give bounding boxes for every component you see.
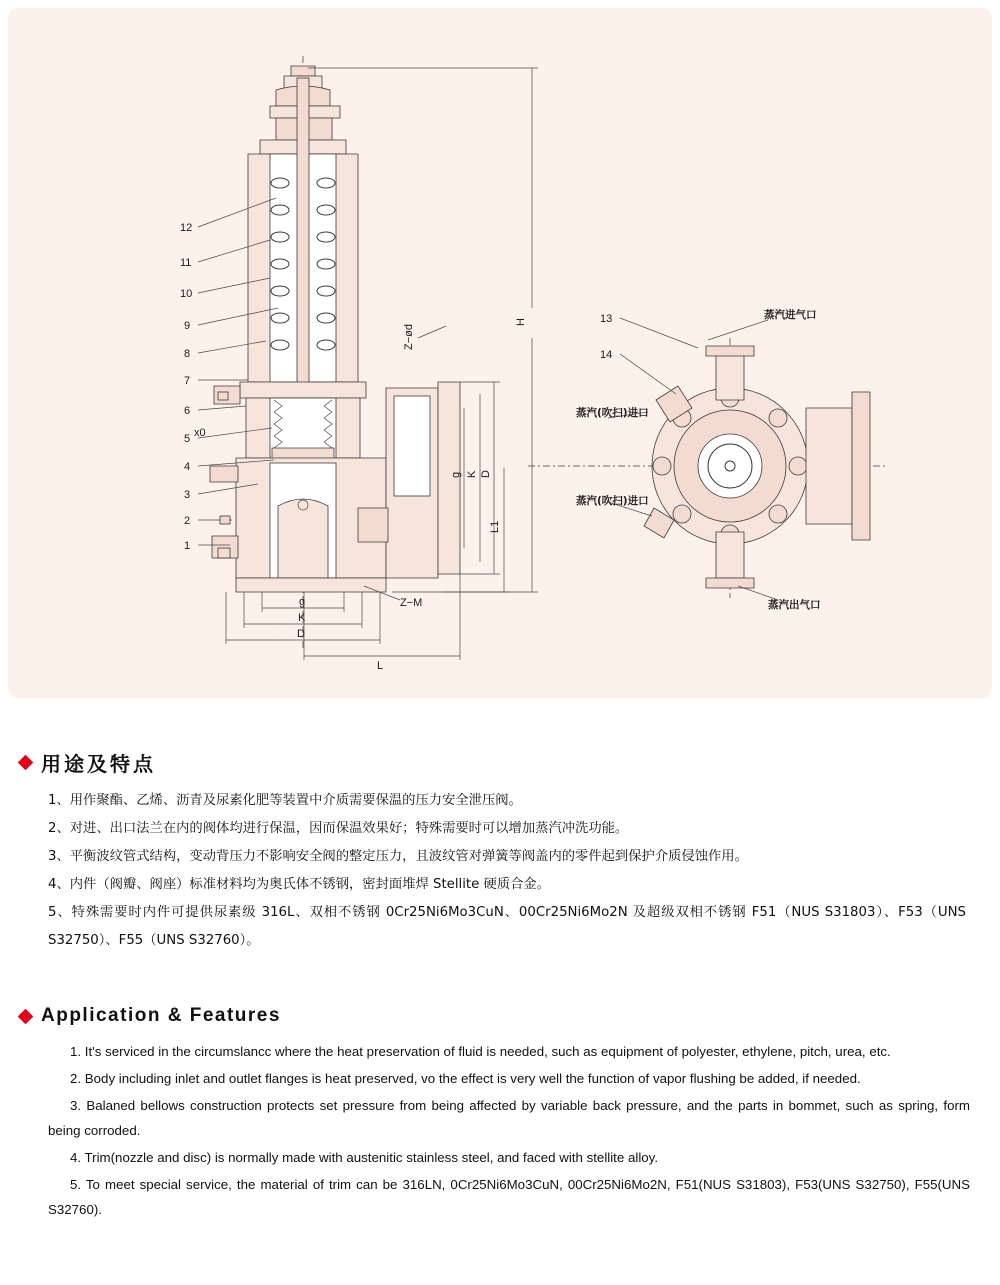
callout-1: 1 [184,540,191,552]
callout-9: 9 [184,320,191,332]
dim-L: L [377,660,384,672]
technical-drawing-panel [8,8,992,698]
diamond-bullet-icon-en [18,1008,34,1024]
bonnet-bottom-flange [240,382,366,398]
section-application-features-en [0,1005,1000,1224]
en-item-4: 4. Trim(nozzle and disc) is normally made with austenitic stainless steel, and faced with stellite alloy. [70,1150,659,1165]
label-steam-inlet: 蒸汽进气口 [764,309,817,321]
bottom-nozzle-flange [706,578,754,588]
callout-3: 3 [184,489,191,501]
dim-g-bottom: g [299,596,306,608]
dim-Z-M: Z−M [400,597,423,609]
dim-L1: L1 [489,520,501,533]
section-header-en [0,1005,1000,1027]
en-item-2: 2. Body including inlet and outlet flanges is heat preserved, vo the effect is very well the function of vapor flushing be added, if needed. [70,1071,861,1086]
right-neck [806,408,852,524]
callout-14: 14 [600,349,613,361]
en-item-5: 5. To meet special service, the material of trim can be 316LN, 0Cr25Ni6Mo3CuN, 00Cr25Ni6Mo2N, F51(NUS S31803), F53(UNS S32750), F55(UNS S32760). [48,1177,970,1217]
body-base [236,578,386,592]
callout-13: 13 [600,313,613,325]
dim-D-right: D [480,470,492,478]
callout-7: 7 [184,375,191,387]
section-body-en [0,1039,1000,1222]
en-item-1: 1. It's serviced in the circumslancc where the heat preservation of fluid is needed, such as equipment of polyester, ethylene, pitch, urea, etc. [70,1044,891,1059]
jacket-left-mid [210,466,238,482]
section-title-cn: 用途及特点 [41,752,156,776]
top-nozzle [716,354,744,400]
cn-item-1: 1、用作聚酯、乙烯、沥青及尿素化肥等装置中介质需要保温的压力安全泄压阀。 [48,793,522,808]
right-end-view [528,308,888,611]
dim-H: H [515,318,527,326]
dim-K-bottom: K [298,612,306,624]
right-flange [852,392,870,540]
callout-11: 11 [180,257,192,269]
dim-Z-od: Z−ød [403,324,415,350]
bottom-nozzle [716,532,744,578]
callout-4: 4 [184,461,191,473]
diamond-bullet-icon [18,755,34,771]
en-item-3: 3. Balaned bellows construction protects set pressure from being affected by variable back pressure, and the parts in bommet, such as spring, form being corroded. [48,1098,970,1138]
label-steam-purge-inlet-1: 蒸汽(吹扫)进口 [576,407,649,419]
left-sectional-view [180,56,538,672]
top-nozzle-flange [706,346,754,356]
cn-item-3: 3、平衡波纹管式结构，变动背压力不影响安全阀的整定压力，且波纹管对弹簧等阀盖内的零件起到保护介质侵蚀作用。 [48,849,748,864]
dim-D-bottom: D [297,628,305,640]
callout-10: 10 [180,288,193,300]
cap-top [291,66,315,76]
cn-item-2: 2、对进、出口法兰在内的阀体均进行保温，因而保温效果好；特殊需要时可以增加蒸汽冲洗功能。 [48,821,629,836]
label-steam-outlet: 蒸汽出气口 [768,599,821,611]
cn-item-4: 4、内件（阀瓣、阀座）标准材料均为奥氏体不锈钢，密封面堆焊 Stellite 硬质合金。 [48,877,551,892]
jacket-right-lower [358,508,388,542]
section-header-cn [0,748,1000,777]
section-body-cn [0,787,1000,955]
nozzle-lower [278,499,328,578]
label-steam-purge-inlet-2: 蒸汽(吹扫)进口 [576,495,649,507]
callout-2: 2 [184,515,191,527]
section-application-features-cn [0,748,1000,955]
callout-12: 12 [180,222,193,234]
callout-5: 5 [184,433,191,445]
callout-8: 8 [184,348,191,360]
section-title-en: Application & Features [41,1005,281,1026]
angle-label: x0 [194,427,206,439]
outlet-cavity [394,396,430,496]
callout-6: 6 [184,405,191,417]
dim-K-right: K [466,470,478,478]
valve-drawing-svg [8,8,992,698]
cn-item-5: 5、特殊需要时内件可提供尿素级 316L、双相不锈钢 0Cr25Ni6Mo3CuN、00Cr25Ni6Mo2N 及超级双相不锈钢 F51（NUS S31803）、F53（UNS S32750）、F55（UNS S32760）。 [48,905,966,948]
dim-g-right: g [450,471,462,478]
